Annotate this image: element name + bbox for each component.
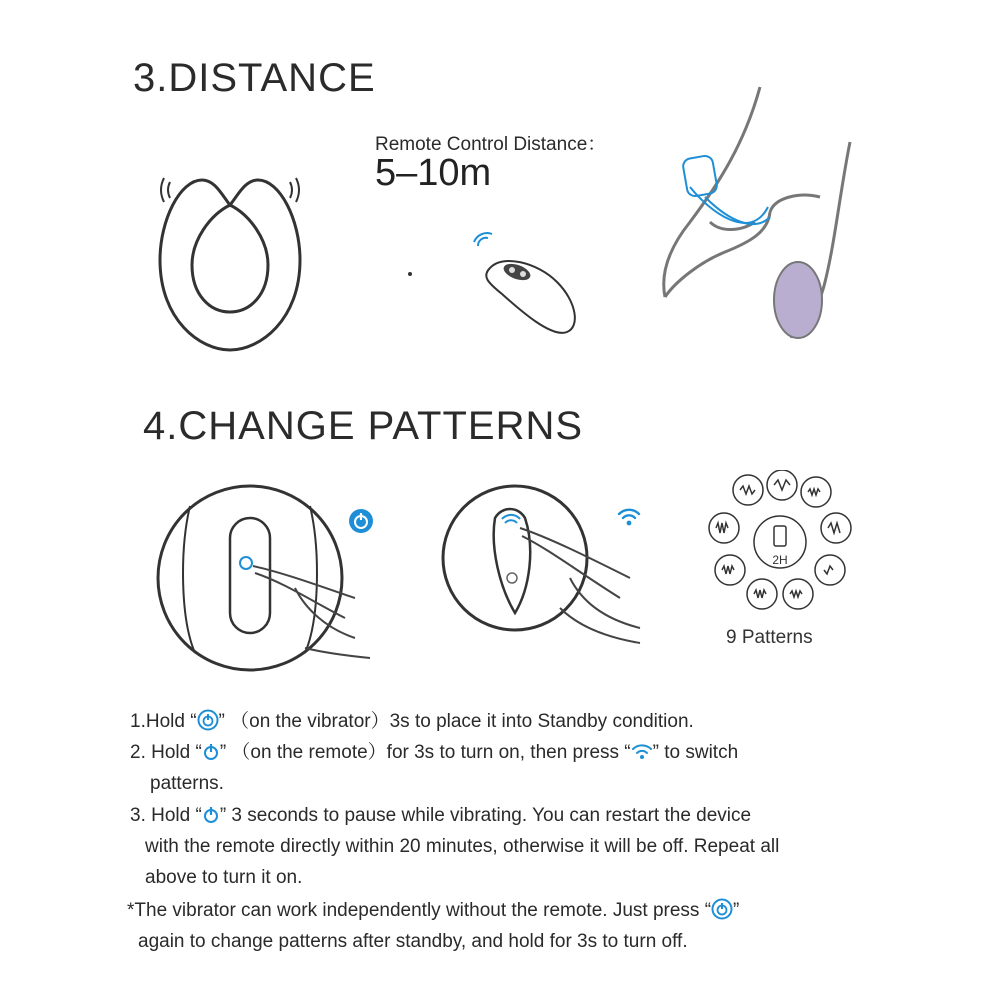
instruction-3-suffix: 3 seconds to pause while vibrating. You can restart the device <box>231 805 752 826</box>
dot-marker <box>408 272 412 276</box>
remote-distance-value: 5–10m <box>375 152 492 194</box>
patterns-diagram <box>700 470 860 620</box>
vibrator-button-illustration <box>155 478 375 688</box>
remote-distance-label: Remote Control Distance： <box>375 134 607 155</box>
instruction-2-suffix: to switch <box>664 742 739 763</box>
patterns-count-label: 9 Patterns <box>726 627 813 648</box>
instruction-2-cont: patterns. <box>150 773 224 794</box>
power-icon <box>202 742 220 762</box>
battery-duration-label: 2H <box>772 553 788 567</box>
note-line-1: *The vibrator can work independently without the remote. Just press “ ” <box>127 900 740 921</box>
power-icon <box>202 805 220 825</box>
instruction-1-suffix: （on the vibrator）3s to place it into Standby condition. <box>230 711 694 732</box>
note-text-1: *The vibrator can work independently without the remote. Just press <box>127 900 700 921</box>
instruction-2-prefix: 2. Hold <box>130 742 191 763</box>
wifi-icon <box>616 505 642 529</box>
instruction-3-cont-2: above to turn it on. <box>145 867 303 888</box>
instruction-2: 2. Hold “ ” （on the remote）for 3s to turn on, then press “ ” to switch <box>130 742 739 763</box>
cock-ring-illustration <box>150 160 310 360</box>
instruction-1: 1.Hold “ ” （on the vibrator）3s to place it into Standby condition. <box>130 711 694 732</box>
power-circle-icon <box>347 507 375 535</box>
section-4-title: 4.CHANGE PATTERNS <box>143 404 584 448</box>
instruction-3: 3. Hold “ ” 3 seconds to pause while vibrating. You can restart the device <box>130 805 752 826</box>
section-3-title: 3.DISTANCE <box>133 56 376 100</box>
instruction-2-mid: （on the remote）for 3s to turn on, then press <box>231 742 620 763</box>
note-line-2: again to change patterns after standby, and hold for 3s to turn off. <box>138 931 688 952</box>
power-circle-icon <box>197 709 219 731</box>
instruction-1-prefix: 1.Hold <box>130 711 185 732</box>
power-circle-icon <box>711 898 733 920</box>
remote-control-illustration <box>462 232 587 342</box>
instruction-3-prefix: 3. Hold <box>130 805 191 826</box>
wifi-icon <box>631 742 653 762</box>
instruction-3-cont-1: with the remote directly within 20 minutes, otherwise it will be off. Repeat all <box>145 836 780 857</box>
wearing-illustration <box>650 82 870 352</box>
